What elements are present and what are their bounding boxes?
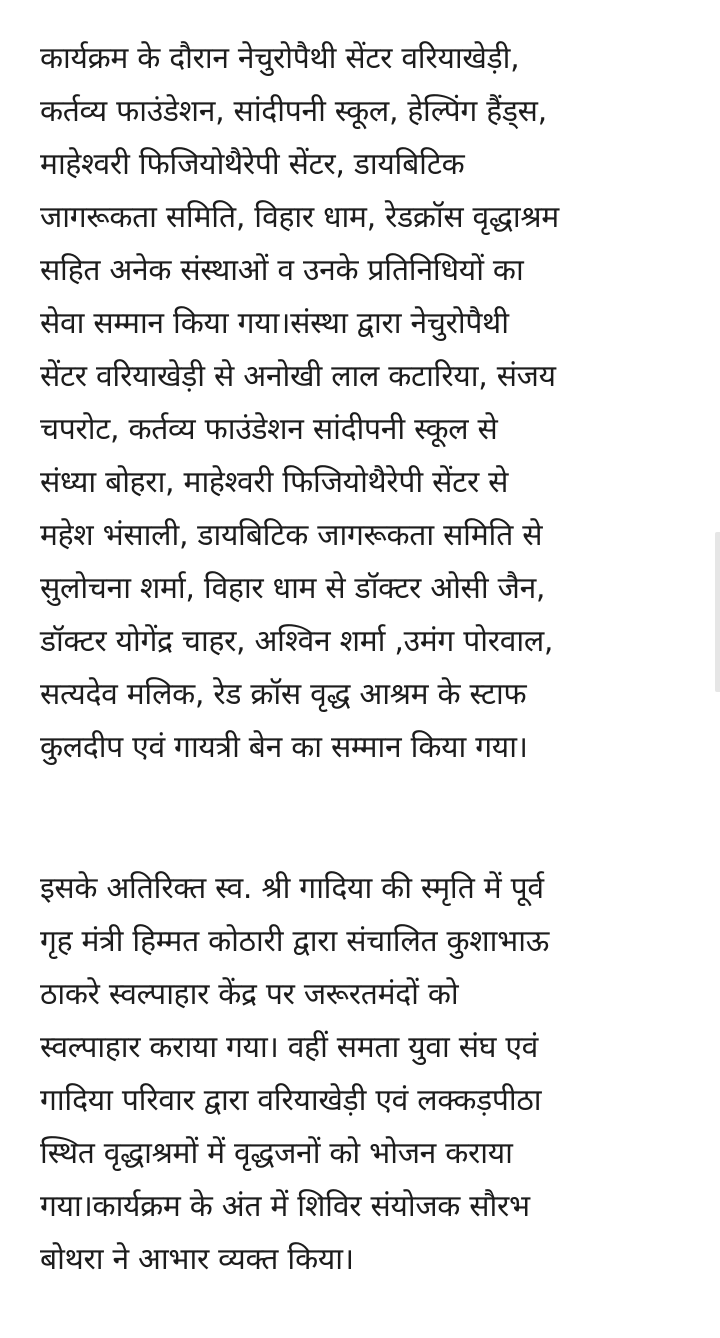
article-body [40, 32, 680, 1286]
text-line: चपरोट, कर्तव्य फाउंडेशन सांदीपनी स्कूल से [40, 412, 498, 447]
text-line: माहेश्वरी फिजियोथैरेपी सेंटर, डायबिटिक [40, 147, 465, 182]
paragraph-additional [40, 862, 680, 1286]
text-line: सहित अनेक संस्थाओं व उनके प्रतिनिधियों का [40, 253, 524, 288]
text-line: सेंटर वरियाखेड़ी से अनोखी लाल कटारिया, संजय [40, 359, 556, 394]
text-line: कुलदीप एवं गायत्री बेन का सम्मान किया गया। [40, 730, 528, 765]
paragraph-spacer [40, 774, 680, 862]
text-line: गादिया परिवार द्वारा वरियाखेड़ी एवं लक्कड़पीठा [40, 1083, 542, 1118]
text-line: जागरूकता समिति, विहार धाम, रेडक्रॉस वृद्धाश्रम [40, 200, 559, 235]
text-line: कर्तव्य फाउंडेशन, सांदीपनी स्कूल, हेल्पिंग हैंड्स, [40, 94, 547, 129]
text-line: महेश भंसाली, डायबिटिक जागरूकता समिति से [40, 518, 543, 553]
text-line: ठाकरे स्वल्पाहार केंद्र पर जरूरतमंदों को [40, 977, 459, 1012]
text-line: डॉक्टर योगेंद्र चाहर, अश्विन शर्मा ,उमंग पोरवाल, [40, 624, 554, 659]
text-line: गृह मंत्री हिम्मत कोठारी द्वारा संचालित कुशाभाऊ [40, 924, 549, 959]
text-line: कार्यक्रम के दौरान नेचुरोपैथी सेंटर वरियाखेड़ी, [40, 41, 520, 76]
text-line: स्थित वृद्धाश्रमों में वृद्धजनों को भोजन कराया [40, 1136, 513, 1171]
text-line: संध्या बोहरा, माहेश्वरी फिजियोथैरेपी सेंटर से [40, 465, 509, 500]
text-line: गया।कार्यक्रम के अंत में शिविर संयोजक सौरभ [40, 1189, 530, 1224]
text-line: सत्यदेव मलिक, रेड क्रॉस वृद्ध आश्रम के स्टाफ [40, 677, 527, 712]
paragraph-honors [40, 32, 680, 774]
text-line: स्वल्पाहार कराया गया। वहीं समता युवा संघ एवं [40, 1030, 539, 1065]
scrollbar[interactable] [715, 532, 720, 692]
text-line: सुलोचना शर्मा, विहार धाम से डॉक्टर ओसी जैन, [40, 571, 546, 606]
text-line: इसके अतिरिक्त स्व. श्री गादिया की स्मृति में पूर्व [40, 871, 544, 906]
text-line: बोथरा ने आभार व्यक्त किया। [40, 1242, 354, 1277]
text-line: सेवा सम्मान किया गया।संस्था द्वारा नेचुरोपैथी [40, 306, 509, 341]
